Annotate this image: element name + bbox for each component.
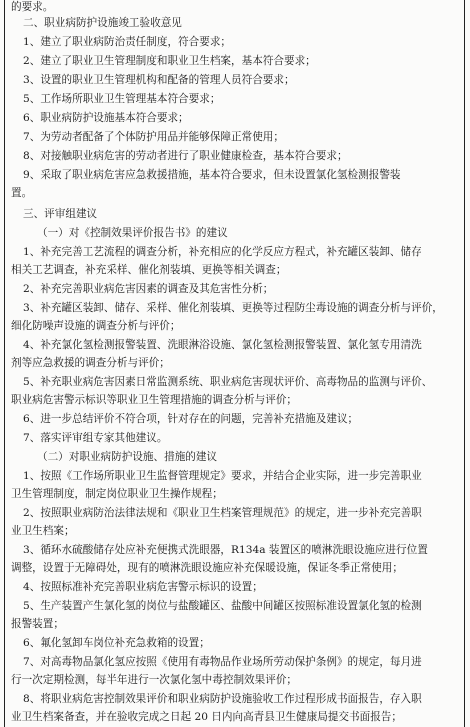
section-2-item: 5、工作场所职业卫生管理基本符合要求； xyxy=(23,93,221,105)
section-2-item-9-line1: 9、采取了职业病危害应急救援措施，基本符合要求，但未设置氯化氢检测报警装 xyxy=(23,169,401,181)
report-suggestion-5-line2: 职业病危害警示标识等职业卫生管理措施的调查分析与评价； xyxy=(11,394,298,406)
document-frame xyxy=(4,0,465,727)
facility-suggestion-8-line2: 业卫生档案备查，并在验收完成之日起 20 日内向高青县卫生健康局提交书面报告； xyxy=(11,711,402,723)
report-suggestion-4-line2: 剂等应急救援的调查分析与评价； xyxy=(11,357,170,369)
report-suggestion-2: 2、补充完善职业病危害因素的调查及其危害性分析； xyxy=(23,283,274,295)
report-suggestion-5-line1: 5、补充职业病危害因素日常监测系统、职业病危害现状评价、高毒物品的监测与评价、 xyxy=(23,376,433,388)
section-2-item: 8、对接触职业病危害的劳动者进行了职业健康检查，基本符合要求； xyxy=(23,150,348,162)
facility-suggestion-7-line2: 行一次定期检测，每半年进行一次氯化氢中毒控制效果评价； xyxy=(11,674,298,686)
facility-suggestion-5-line1: 5、生产装置产生氯化氢的岗位与盐酸罐区、盐酸中间罐区按照标准设置氯化氢的检测 xyxy=(23,600,422,612)
report-suggestion-3-line2: 细化防噪声设施的调查分析与评价； xyxy=(11,320,181,332)
top-fragment: 的要求。 xyxy=(11,1,54,13)
facility-suggestion-4: 4、按照标准补充完善职业病危害警示标识的设置； xyxy=(23,581,263,593)
section-2-item: 3、设置的职业卫生管理机构和配备的管理人员符合要求； xyxy=(23,74,295,86)
report-suggestion-4-line1: 4、补充氯化氢检测报警装置、洗眼淋浴设施、氯化氢检测报警装置、氯化氢专用清洗 xyxy=(23,339,422,351)
facility-suggestion-2-line1: 2、按照职业病防治法律法规和《职业卫生档案管理规范》的规定，进一步补充完善职 xyxy=(23,507,422,519)
facility-suggestion-7-line1: 7、对高毒物品氯化氢应按照《使用有毒物品作业场所劳动保护条例》的规定，每月进 xyxy=(23,656,422,668)
report-suggestion-1-line1: 1、补充完善工艺流程的调查分析，补充相应的化学反应方程式，补充罐区装卸、储存 xyxy=(23,246,422,258)
facility-suggestion-5-line2: 报警装置； xyxy=(11,618,64,630)
facility-suggestion-1-line1: 1、按照《工作场所职业卫生监督管理规定》要求，并结合企业实际，进一步完善职业 xyxy=(23,470,422,482)
section-2-item: 6、职业病防护设施基本符合要求； xyxy=(23,112,189,124)
section-3-sub-1: （一）对《控制效果评价报告书》的建议 xyxy=(37,227,228,239)
section-2-heading: 二、职业病防护设施竣工验收意见 xyxy=(23,17,182,29)
facility-suggestion-6: 6、氟化氢卸车岗位补充急救箱的设置； xyxy=(23,637,210,649)
facility-suggestion-2-line2: 业卫生档案； xyxy=(11,525,75,537)
section-3-heading: 三、评审组建议 xyxy=(23,208,98,220)
facility-suggestion-3-line2: 调整，设置于无障碍处，现有的喷淋洗眼设施应补充保暖设施，保证冬季正常使用； xyxy=(11,562,403,574)
section-2-item: 1、建立了职业病防治责任制度，符合要求； xyxy=(23,36,232,48)
facility-suggestion-1-line2: 卫生管理制度，制定岗位职业卫生操作规程； xyxy=(11,488,223,500)
report-suggestion-1-line2: 相关工艺调查，补充采样、催化剂装填、更换等相关调查； xyxy=(11,264,287,276)
section-2-item: 2、建立了职业卫生管理制度和职业卫生档案，基本符合要求； xyxy=(23,55,316,67)
section-3-sub-2: （二）对职业病防护设施、措施的建议 xyxy=(37,451,218,463)
report-suggestion-6: 6、进一步总结评价不符合项，针对存在的问题，完善补充措施及建议； xyxy=(23,413,359,425)
section-2-item-9-line2: 置。 xyxy=(11,187,33,199)
section-2-item: 7、为劳动者配备了个体防护用品并能够保障正常使用； xyxy=(23,131,284,143)
report-suggestion-7: 7、落实评审组专家其他建议。 xyxy=(23,432,168,444)
facility-suggestion-3-line1: 3、循环水硫酸储存处应补充便携式洗眼器，R134a 装置区的喷淋洗眼设施应进行位置 xyxy=(23,544,428,556)
report-suggestion-3-line1: 3、补充罐区装卸、储存、采样、催化剂装填、更换等过程防尘毒设施的调查分析与评价， xyxy=(23,302,443,314)
facility-suggestion-8-line1: 8、将职业病危害控制效果评价和职业病防护设施验收工作过程形成书面报告，存入职 xyxy=(23,693,422,705)
